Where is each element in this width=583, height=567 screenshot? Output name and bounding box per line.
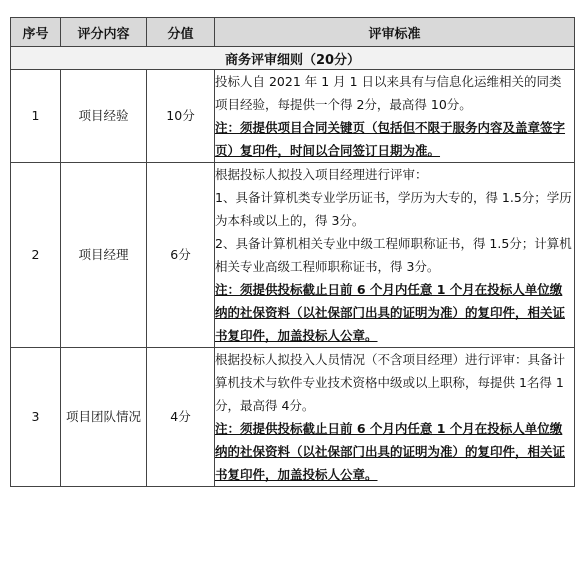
table-row [11,348,575,487]
table-row [11,163,575,348]
row-standard [215,163,575,348]
row-score: 10分 [147,70,215,163]
standard-note: 注：须提供投标截止日前 6 个月内任意 1 个月在投标人单位缴纳的社保资料（以社保部门出具的证明为准）的复印件，相关证书复印件，加盖投标人公章。 [215,421,566,482]
row-standard [215,348,575,487]
row-item: 项目团队情况 [61,348,147,487]
row-no: 3 [11,348,61,487]
standard-note: 注：须提供项目合同关键页（包括但不限于服务内容及盖章签字页）复印件，时间以合同签订日期为准。 [215,120,566,158]
standard-line: 投标人自 2021 年 1 月 1 日以来具有与信息化运维相关的同类项目经验，每提供一个得 2分，最高得 10分。 [215,74,562,112]
standard-line: 根据投标人拟投入项目经理进行评审： [215,167,428,182]
header-standard: 评审标准 [215,18,575,47]
header-score: 分值 [147,18,215,47]
section-row [11,47,575,70]
scoring-table [10,17,575,487]
row-no: 2 [11,163,61,348]
standard-line: 根据投标人拟投入人员情况（不含项目经理）进行评审：具备计算机技术与软件专业技术资格中级或以上职称，每提供 1名得 1分，最高得 4分。 [215,352,566,413]
standard-line: 2、具备计算机相关专业中级工程师职称证书，得 1.5分；计算机相关专业高级工程师职称证书，得 3分。 [215,236,572,274]
standard-note: 注：须提供投标截止日前 6 个月内任意 1 个月在投标人单位缴纳的社保资料（以社保部门出具的证明为准）的复印件，相关证书复印件，加盖投标人公章。 [215,282,566,343]
standard-line: 1、具备计算机类专业学历证书，学历为大专的，得 1.5分；学历为本科或以上的，得 3分。 [215,190,572,228]
row-standard [215,70,575,163]
row-no: 1 [11,70,61,163]
row-item: 项目经理 [61,163,147,348]
row-score: 6分 [147,163,215,348]
table-row [11,70,575,163]
row-item: 项目经验 [61,70,147,163]
header-row [11,18,575,47]
section-title: 商务评审细则（20分） [11,47,575,70]
header-no: 序号 [11,18,61,47]
header-item: 评分内容 [61,18,147,47]
row-score: 4分 [147,348,215,487]
